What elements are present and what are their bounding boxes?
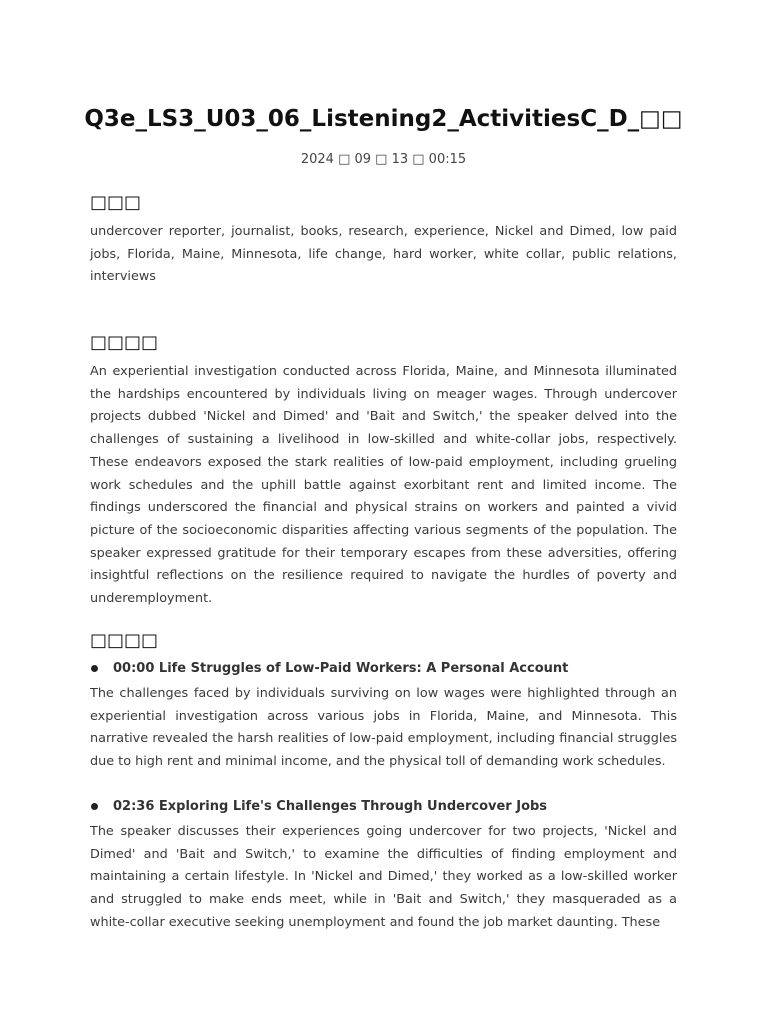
summary-text: An experiential investigation conducted across Florida, Maine, and Minnesota illuminated the hardships encountered by individuals living on meager wages. Through undercover projects dubbed 'Nickel and Dimed' and 'Bait and Switch,' the speaker delved into the challenges of sustaining a livelihood in low-skilled and white-collar jobs, respectively. These endeavors exposed the stark realities of low-paid employment, including grueling work schedules and the uphill battle against exorbitant rent and limited income. The findings underscored the financial and physical strains on workers and painted a vivid picture of the socioeconomic disparities affecting various segments of the population. The speaker expressed gratitude for their temporary escapes from these adversities, offering insightful reflections on the resilience required to navigate the hurdles of poverty and underemployment. <box>90 364 677 607</box>
summary-heading: □□□□ <box>90 332 159 353</box>
bullet-icon <box>91 803 98 810</box>
keywords-text: undercover reporter, journalist, books, research, experience, Nickel and Dimed, low paid jobs, Florida, Maine, Minnesota, life change, hard worker, white collar, public relations, interviews <box>90 224 677 285</box>
chapter-text: The speaker discusses their experiences going undercover for two projects, 'Nickel and Dimed' and 'Bait and Switch,' to examine the difficulties of finding employment and maintaining a certain lifestyle. In 'Nickel and Dimed,' they worked as a low-skilled worker and struggled to make ends meet, while in 'Bait and Switch,' they masqueraded as a white-collar executive seeking unemployment and found the job market daunting. These <box>90 824 677 930</box>
chapter-title-text: 02:36 Exploring Life's Challenges Through Undercover Jobs <box>113 799 548 814</box>
keywords-heading: □□□ <box>90 192 142 213</box>
document-date: 2024 □ 09 □ 13 □ 00:15 <box>300 152 467 167</box>
chapter-title <box>90 799 677 814</box>
chapter-text: The challenges faced by individuals surviving on low wages were highlighted through an experiential investigation across various jobs in Florida, Maine, and Minnesota. This narrative revealed the harsh realities of low-paid employment, including financial struggles due to high rent and minimal income, and the physical toll of demanding work schedules. <box>90 686 677 770</box>
chapter-title-text: 00:00 Life Struggles of Low-Paid Workers: A Personal Account <box>113 661 569 676</box>
chapters-heading: □□□□ <box>90 630 159 651</box>
chapter-title <box>90 661 677 676</box>
document-title: Q3e_LS3_U03_06_Listening2_ActivitiesC_D_□□ <box>84 106 683 132</box>
bullet-icon <box>91 665 98 672</box>
